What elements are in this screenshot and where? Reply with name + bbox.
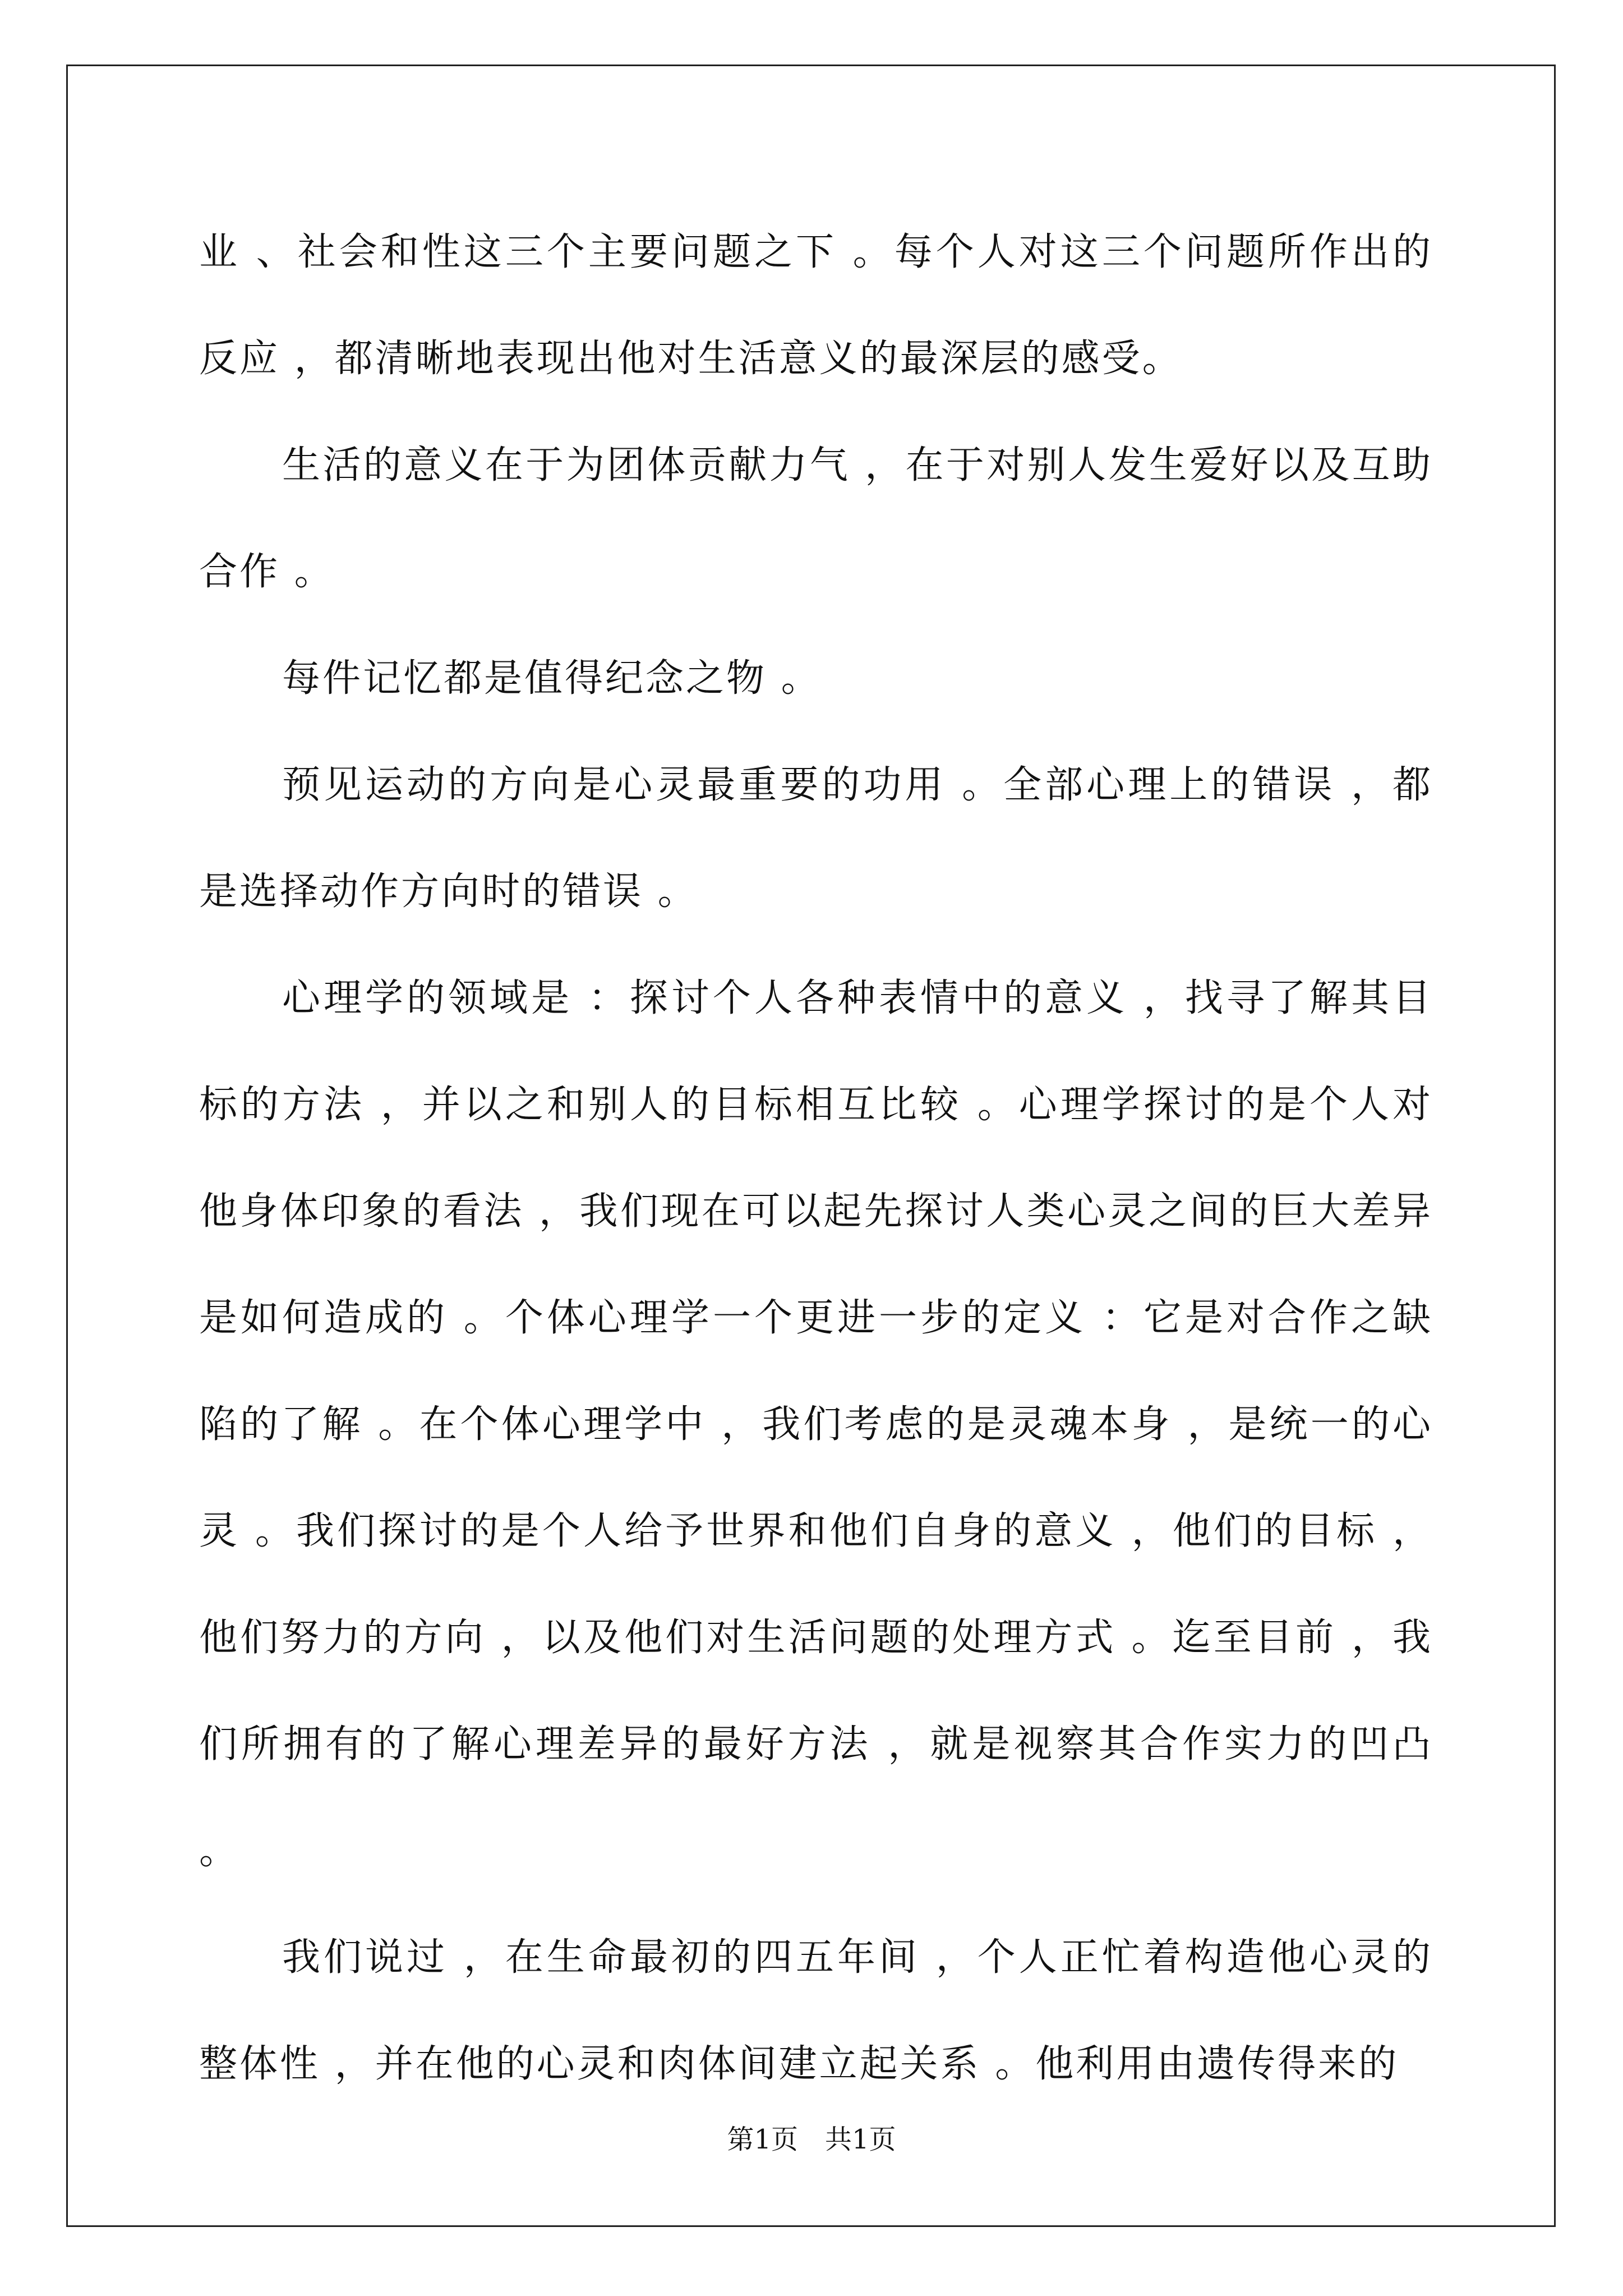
paragraph-3: 每件记忆都是值得纪念之物 。 [282, 656, 822, 701]
paragraph-6: 我们说过 ，在生命最初的四五年间 ，个人正忙着构造他心灵的整体性 ，并在他的心灵和肉体间建立起关系 。他利用由遗传得来的 [199, 1935, 1433, 2086]
page-footer: 第1页 共1页 [727, 2124, 896, 2155]
paragraph-1: 业 、社会和性这三个主要问题之下 。每个人对这三个问题所作出的反应 ，都清晰地表现出他对生活意义的最深层的感受。 [199, 230, 1433, 381]
paragraph-2: 生活的意义在于为团体贡献力气 ，在于对别人发生爱好以及互助合作 。 [199, 443, 1433, 594]
paragraph-5: 心理学的领域是 ：探讨个人各种表情中的意义 ，找寻了解其目标的方法 ，并以之和别人的目标相互比较 。心理学探讨的是个人对他身体印象的看法 ，我们现在可以起先探讨人类心灵之间的巨大差异是如何造成的 。个体心理学一个更进一步的定义 ：它是对合作之缺陷的了解 。在个体心理学中 ，我们考虑的是灵魂本身 ，是统一的心灵 。我们探讨的是个人给予世界和他们自身的意义 ，他们的目标 ，他们努力的方向 ，以及他们对生活问题的处理方式 。迄至目前 ，我们所拥有的了解心理差异的最好方法 ，就是视察其合作实力的凹凸 。 [199, 976, 1433, 1873]
document-body [199, 199, 1433, 2118]
paragraph-4: 预见运动的方向是心灵最重要的功用 。全部心理上的错误 ，都是选择动作方向时的错误 。 [199, 763, 1433, 914]
